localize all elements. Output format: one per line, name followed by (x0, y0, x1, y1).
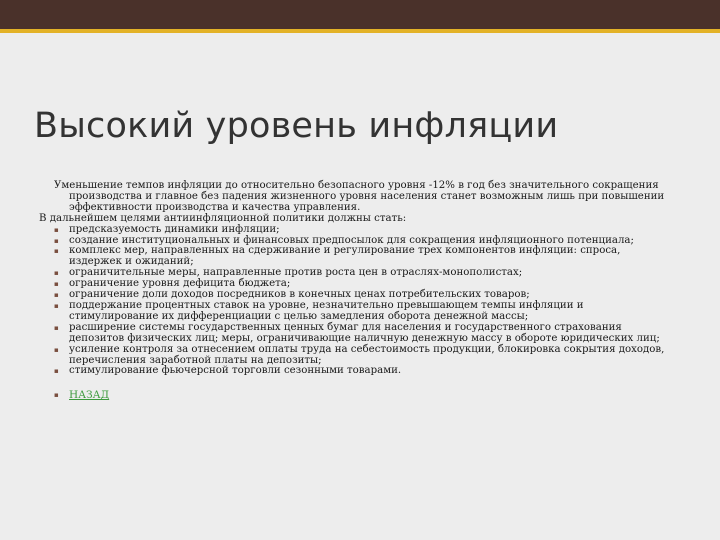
bullet-icon: ▪ (54, 301, 59, 310)
back-link[interactable]: НАЗАД (69, 389, 110, 402)
goals-lead: В дальнейшем целями антиинфляционной политики должны стать: (39, 212, 407, 224)
list-item-text: поддержание процентных ставок на уровне, незначительно превышающем темпы инфляции и стимулирование их дифференциации с целью замедления оборота денежной массы; (69, 299, 584, 322)
list-item-text: расширение системы государственных ценных бумаг для населения и государственного страхования депозитов физических лиц; меры, ограничивающие наличную денежную массу в обороте юридических лиц; (69, 321, 660, 344)
list-item (54, 245, 666, 268)
bullet-icon: ▪ (54, 391, 59, 400)
back-link-item (54, 389, 666, 402)
list-item-text: предсказуемость динамики инфляции; (69, 223, 280, 235)
list-item-text: стимулирование фьючерсной торговли сезонными товарами. (69, 365, 402, 377)
accent-stripe (0, 29, 720, 33)
list-item-text: усиление контроля за отнесением оплаты труда на себестоимость продукции, блокировка сокрытия доходов, перечисления заработной платы на депозиты; (69, 343, 665, 366)
list-item (54, 299, 666, 323)
list-item-text: создание институциональных и финансовых предпосылок для сокращения инфляционного потенциала; (69, 234, 634, 246)
list-item (54, 321, 666, 345)
bullet-icon: ▪ (54, 236, 59, 245)
slide-body (39, 180, 666, 402)
list-item (54, 365, 666, 377)
bullet-icon: ▪ (54, 247, 59, 256)
intro-paragraph: Уменьшение темпов инфляции до относительно безопасного уровня -12% в год без значительного сокращения производства и главное без падения жизненного уровня населения станет возможным лишь при повышении эффективности производства и качества управления. (54, 180, 665, 213)
list-item-text: ограничительные меры, направленные против роста цен в отраслях-монополистах; (69, 267, 523, 279)
bullet-icon: ▪ (54, 367, 59, 376)
list-item-text: ограничение уровня дефицита бюджета; (69, 278, 291, 290)
spacer (54, 377, 666, 390)
bullet-icon: ▪ (54, 323, 59, 332)
list-item-text: комплекс мер, направленных на сдерживание и регулирование трех компонентов инфляции: спроса, издержек и ожиданий; (69, 245, 621, 268)
list-item (54, 343, 666, 367)
top-header-bar (0, 0, 720, 29)
bullet-icon: ▪ (54, 291, 59, 300)
bullet-icon: ▪ (54, 345, 59, 354)
bullet-icon: ▪ (54, 280, 59, 289)
bullet-icon: ▪ (54, 225, 59, 234)
list-item-text: ограничение доли доходов посредников в конечных ценах потребительских товаров; (69, 289, 530, 301)
bullet-icon: ▪ (54, 269, 59, 278)
slide-title: Высокий уровень инфляции (34, 106, 559, 146)
